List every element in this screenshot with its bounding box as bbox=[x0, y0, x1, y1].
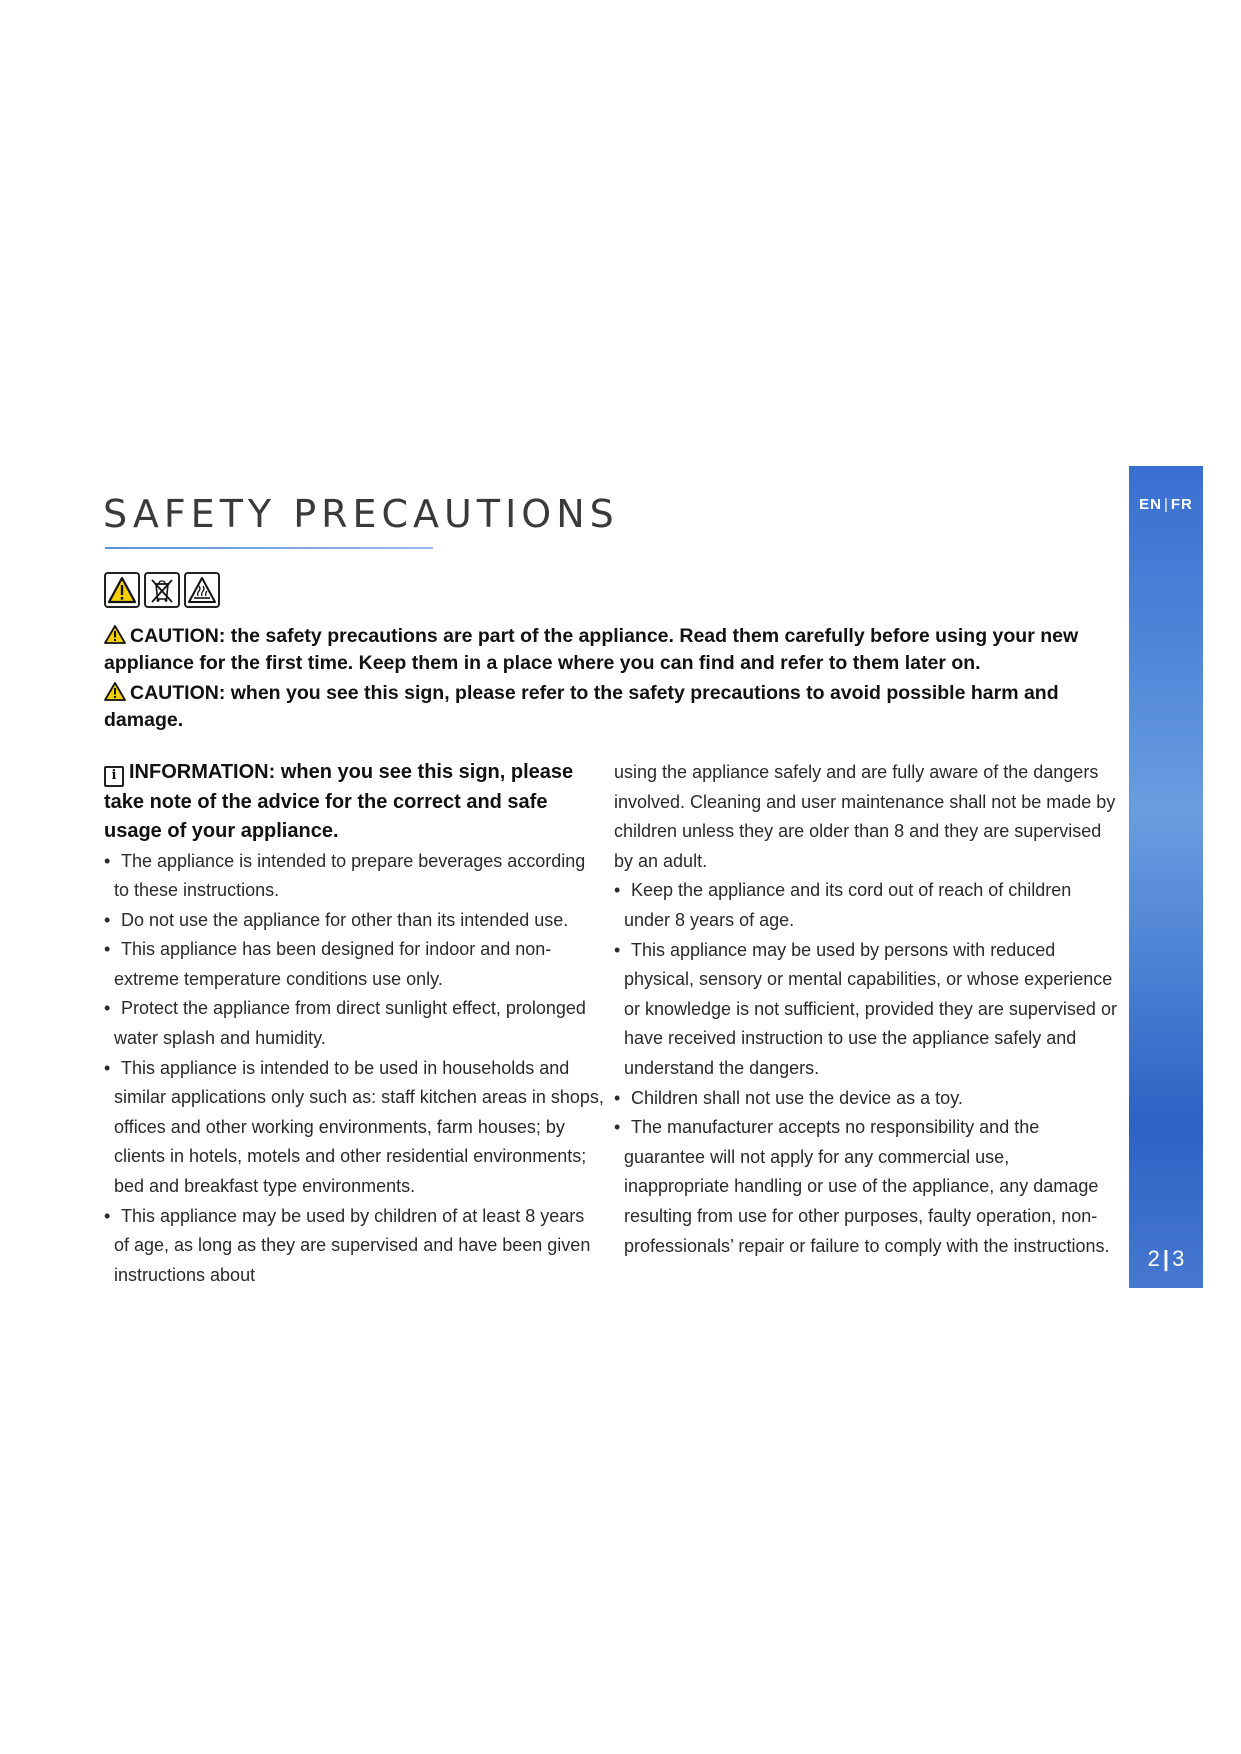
list-item-text: Do not use the appliance for other than its intended use. bbox=[121, 909, 569, 930]
caution-text-1: CAUTION: the safety precautions are part of the appliance. Read them carefully before using your new appliance for the first time. Keep them in a place where you can find and refer to them later on. bbox=[104, 625, 1079, 674]
list-item bbox=[104, 1202, 604, 1291]
list-item bbox=[614, 876, 1119, 935]
list-item bbox=[614, 1113, 1119, 1261]
list-item bbox=[614, 936, 1119, 1084]
warning-triangle-icon bbox=[104, 572, 140, 608]
list-item-text: This appliance may be used by persons with reduced physical, sensory or mental capabilities, or whose experience or knowledge is not sufficient, provided they are supervised or have received instruction to use the appliance safely and understand the dangers. bbox=[624, 939, 1117, 1078]
information-heading-text: INFORMATION: when you see this sign, please take note of the advice for the correct and safe usage of your appliance. bbox=[104, 761, 574, 842]
page-separator: | bbox=[1162, 1246, 1170, 1271]
list-item-text: The manufacturer accepts no responsibility and the guarantee will not apply for any commercial use, inappropriate handling or use of the appliance, any damage resulting from use for other purposes, faulty operation, non-professionals’ repair or failure to comply with the instructions. bbox=[624, 1117, 1110, 1256]
safety-icon-row bbox=[104, 572, 220, 608]
bullet-dot: • bbox=[614, 1087, 621, 1108]
language-selector bbox=[1129, 496, 1203, 513]
list-item bbox=[104, 994, 604, 1053]
lang-en-label[interactable]: EN bbox=[1139, 496, 1162, 513]
list-item-text: The appliance is intended to prepare beverages according to these instructions. bbox=[114, 850, 586, 901]
info-icon: i bbox=[104, 766, 124, 787]
list-item-text: This appliance may be used by children of at least 8 years of age, as long as they are supervised and have been given instructions about bbox=[114, 1205, 591, 1285]
list-item bbox=[104, 847, 604, 906]
bullet-dot: • bbox=[104, 939, 111, 960]
caution-text-2: CAUTION: when you see this sign, please refer to the safety precautions to avoid possible harm and damage. bbox=[104, 682, 1059, 731]
list-item-text: Children shall not use the device as a toy. bbox=[631, 1087, 963, 1108]
list-item-text: Protect the appliance from direct sunlight effect, prolonged water splash and humidity. bbox=[114, 998, 586, 1049]
caution-notice-2 bbox=[104, 681, 1104, 733]
bullet-dot: • bbox=[104, 1205, 111, 1226]
language-side-tab bbox=[1129, 466, 1203, 1288]
title-underline bbox=[105, 547, 433, 549]
caution-notice-1 bbox=[104, 624, 1104, 676]
left-bullet-list bbox=[104, 847, 604, 1291]
lang-fr-label[interactable]: FR bbox=[1170, 496, 1193, 513]
right-bullet-list bbox=[614, 876, 1119, 1261]
list-item bbox=[104, 906, 604, 936]
lang-separator: | bbox=[1163, 496, 1169, 513]
do-not-dispose-icon bbox=[144, 572, 180, 608]
list-item bbox=[104, 935, 604, 994]
left-column bbox=[104, 758, 604, 1290]
page-right-number: 3 bbox=[1172, 1246, 1185, 1271]
list-item bbox=[614, 1084, 1119, 1114]
warning-triangle-icon bbox=[104, 625, 126, 651]
list-item-text: This appliance is intended to be used in households and similar applications only such as: staff kitchen areas in shops, offices and other working environments, farm houses; by clients in hotels, motels and other residential environments; bed and breakfast type environments. bbox=[114, 1057, 604, 1197]
bullet-dot: • bbox=[614, 939, 621, 960]
continuation-text: using the appliance safely and are fully aware of the dangers involved. Cleaning and user maintenance shall not be made by children unless they are older than 8 and they are supervised by an adult. bbox=[614, 762, 1116, 871]
list-item-text: Keep the appliance and its cord out of reach of children under 8 years of age. bbox=[624, 880, 1072, 930]
hot-surface-icon bbox=[184, 572, 220, 608]
bullet-dot: • bbox=[614, 880, 621, 901]
list-item bbox=[104, 1054, 604, 1202]
bullet-dot: • bbox=[104, 1057, 111, 1078]
page-left-number: 2 bbox=[1147, 1246, 1160, 1271]
warning-triangle-icon bbox=[104, 682, 126, 708]
bullet-dot: • bbox=[104, 998, 111, 1019]
right-column bbox=[614, 758, 1119, 1261]
bullet-dot: • bbox=[104, 909, 111, 930]
bullet-dot: • bbox=[104, 850, 111, 871]
information-heading bbox=[104, 758, 604, 847]
bullet-dot: • bbox=[614, 1117, 621, 1138]
page-title: SAFETY PRECAUTIONS bbox=[103, 492, 619, 536]
list-item-text: This appliance has been designed for indoor and non-extreme temperature conditions use only. bbox=[114, 939, 552, 989]
page-number bbox=[1129, 1246, 1203, 1272]
